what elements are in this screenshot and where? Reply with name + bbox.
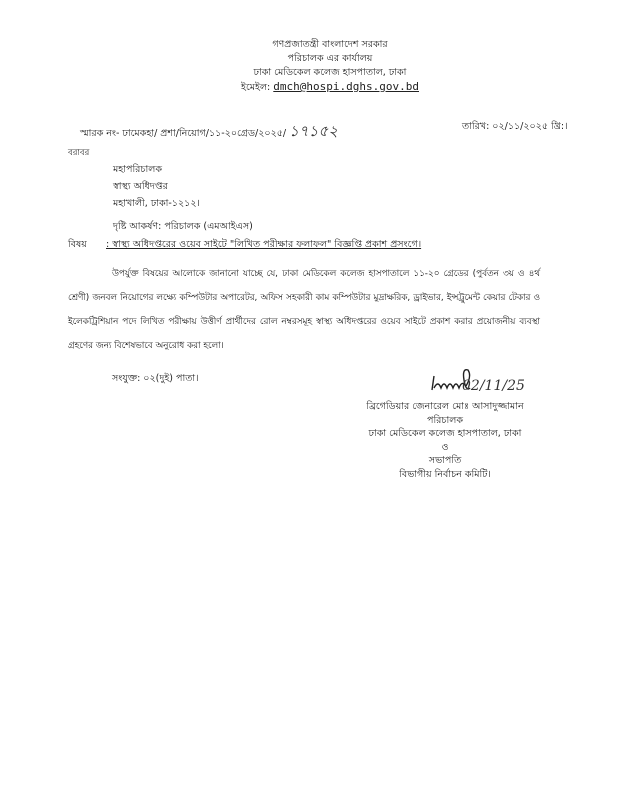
signatory-title: পরিচালক bbox=[427, 414, 463, 426]
signatory-name: ব্রিগেডিয়ার জেনারেল মোঃ আসাদুজ্জামান bbox=[366, 401, 524, 412]
email-line bbox=[0, 80, 618, 95]
memo-number bbox=[80, 120, 338, 145]
letter-date: তারিখ: ০২/১১/২০২৫ খ্রি:। bbox=[462, 121, 568, 132]
signatory-org: ঢাকা মেডিকেল কলেজ হাসপাতাল, ঢাকা bbox=[368, 428, 522, 439]
signature-date: 02/11/25 bbox=[462, 378, 525, 394]
memo-handwritten-number: ১৭১৫২ bbox=[289, 122, 338, 140]
conjunction: ও bbox=[441, 441, 449, 453]
recipient-line: স্বাস্থ্য অধিদপ্তর bbox=[113, 181, 168, 192]
attention-line: দৃষ্টি আকর্ষণ: পরিচালক (এমআইএস) bbox=[113, 221, 253, 232]
recipient-line: মহাখালী, ঢাকা-১২১২। bbox=[113, 198, 200, 209]
govt-name: গণপ্রজাতন্ত্রী বাংলাদেশ সরকার bbox=[272, 39, 388, 50]
to-label: বরাবর bbox=[68, 148, 90, 158]
hospital-name: ঢাকা মেডিকেল কলেজ হাসপাতাল, ঢাকা bbox=[253, 67, 407, 78]
signature-block bbox=[345, 400, 545, 481]
memo-label: স্মারক নং- ঢামেকহা/ প্রশা/নিয়োগ/১১-২০গ্রেড/২০২৫/ bbox=[80, 128, 287, 139]
letterhead bbox=[0, 38, 618, 95]
email-link[interactable]: dmch@hospi.dghs.gov.bd bbox=[273, 80, 419, 93]
committee-name: বিভাগীয় নির্বাচন কমিটি। bbox=[399, 468, 491, 480]
subject-text: : স্বাস্থ্য অধিদপ্তরের ওয়েব সাইটে "লিখিত পরীক্ষার ফলাফল" বিজ্ঞপ্তি প্রকাশ প্রসংগে। bbox=[106, 239, 422, 250]
attachment-note: সংযুক্ত: ০২(দুই) পাতা। bbox=[112, 373, 199, 384]
recipient-line: মহাপরিচালক bbox=[113, 164, 163, 175]
office-name: পরিচালক এর কার্যালয় bbox=[287, 53, 373, 64]
body-paragraph: উপর্যুক্ত বিষয়ের আলোকে জানানো যাচ্ছে যে, ঢাকা মেডিকেল কলেজ হাসপাতালে ১১-২০ গ্রেডের (পুর্বতন ৩য় ও ৪র্থ শ্রেণী) জনবল নিয়োগের লক্ষ্যে কম্পিউটার অপারেটর, অফিস সহকারী কাম কম্পিউটার মুদ্রাক্ষরিক, ড্রাইভার, ইন্সট্রুমেন্ট কেয়ার টেকার ও ইলেকট্রিশিয়ান পদে লিখিত পরীক্ষায় উত্তীর্ণ প্রার্থীদের রোল নম্বরসমূহ স্বাস্থ্য অধিদপ্তরের ওয়েব সাইটে প্রকাশ করার প্রয়োজনীয় ব্যবস্থা গ্রহণের জন্য বিশেষভাবে অনুরোধ করা হলো। bbox=[68, 269, 540, 351]
subject-label: বিষয় bbox=[68, 239, 87, 250]
email-label: ইমেইল: bbox=[241, 82, 271, 93]
signatory-role: সভাপতি bbox=[428, 455, 462, 466]
